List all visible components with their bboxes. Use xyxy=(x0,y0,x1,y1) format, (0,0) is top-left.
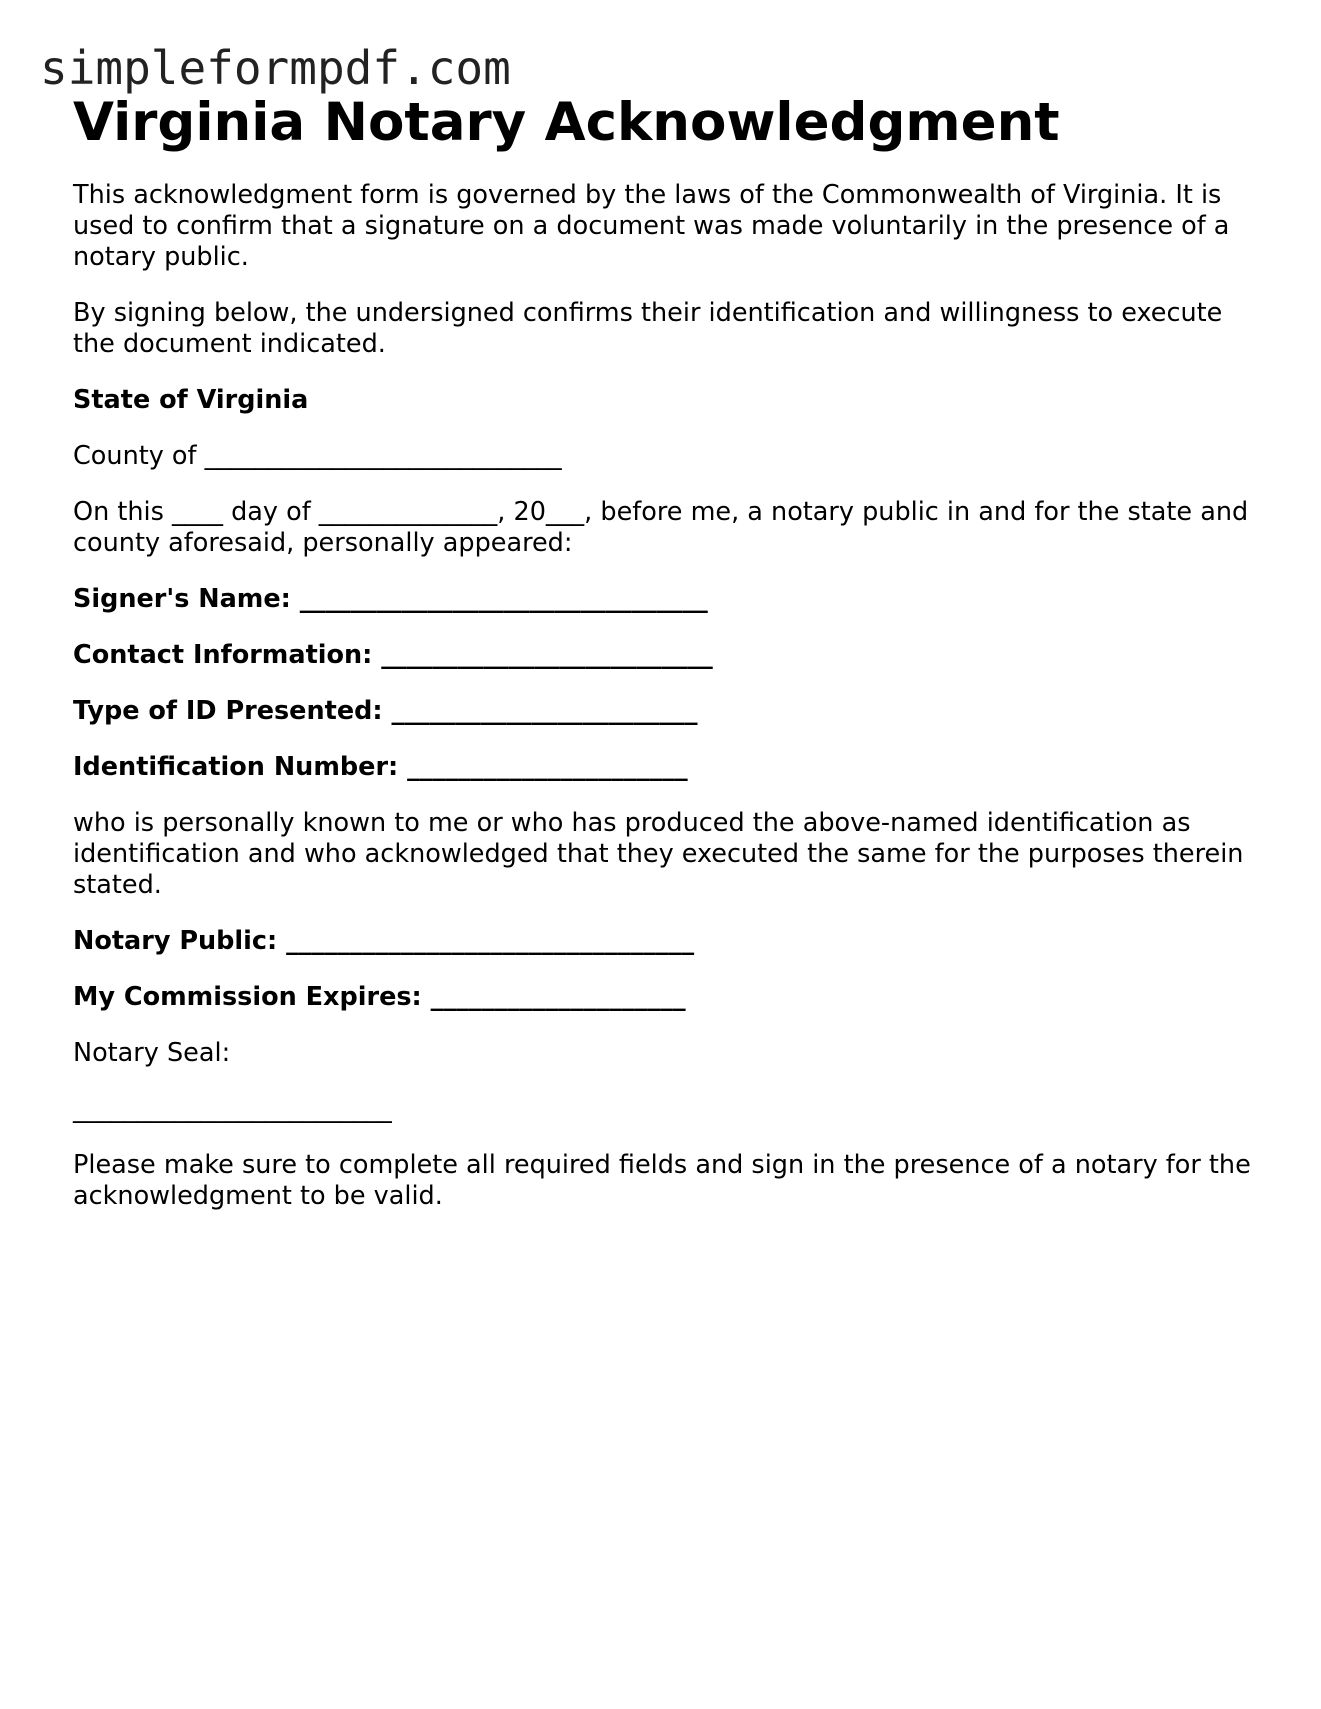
county-field[interactable]: County of ____________________________ xyxy=(73,441,562,471)
acknowledgment-statement: who is personally known to me or who has produced the above-named identification as identification and who acknowledged that they executed the same for the purposes therein stated. xyxy=(73,808,1244,900)
type-of-id-field[interactable]: Type of ID Presented: ________________________ xyxy=(73,696,698,726)
notary-seal-signature-line[interactable]: _________________________ xyxy=(73,1094,392,1124)
watermark: simpleformpdf.com xyxy=(40,41,511,95)
state-heading: State of Virginia xyxy=(73,385,309,415)
document-body xyxy=(73,90,1263,1212)
date-appearance-paragraph[interactable]: On this ____ day of ______________, 20___, before me, a notary public in and for the state and county aforesaid, personally appeared: xyxy=(73,497,1249,558)
notary-public-field[interactable]: Notary Public: ________________________________ xyxy=(73,926,695,956)
intro-paragraph-2: By signing below, the undersigned confirms their identification and willingness to execute the document indicated. xyxy=(73,298,1223,359)
contact-information-field[interactable]: Contact Information: __________________________ xyxy=(73,640,713,670)
signer-name-field[interactable]: Signer's Name: ________________________________ xyxy=(73,584,708,614)
closing-note: Please make sure to complete all required fields and sign in the presence of a notary for the acknowledgment to be valid. xyxy=(73,1150,1251,1211)
notary-seal-label: Notary Seal: xyxy=(73,1038,231,1068)
commission-expires-field[interactable]: My Commission Expires: ____________________ xyxy=(73,982,686,1012)
identification-number-field[interactable]: Identification Number: ______________________ xyxy=(73,752,688,782)
page-title: Virginia Notary Acknowledgment xyxy=(73,92,1060,153)
intro-paragraph-1: This acknowledgment form is governed by the laws of the Commonwealth of Virginia. It is used to confirm that a signature on a document was made voluntarily in the presence of a notary public. xyxy=(73,180,1230,272)
